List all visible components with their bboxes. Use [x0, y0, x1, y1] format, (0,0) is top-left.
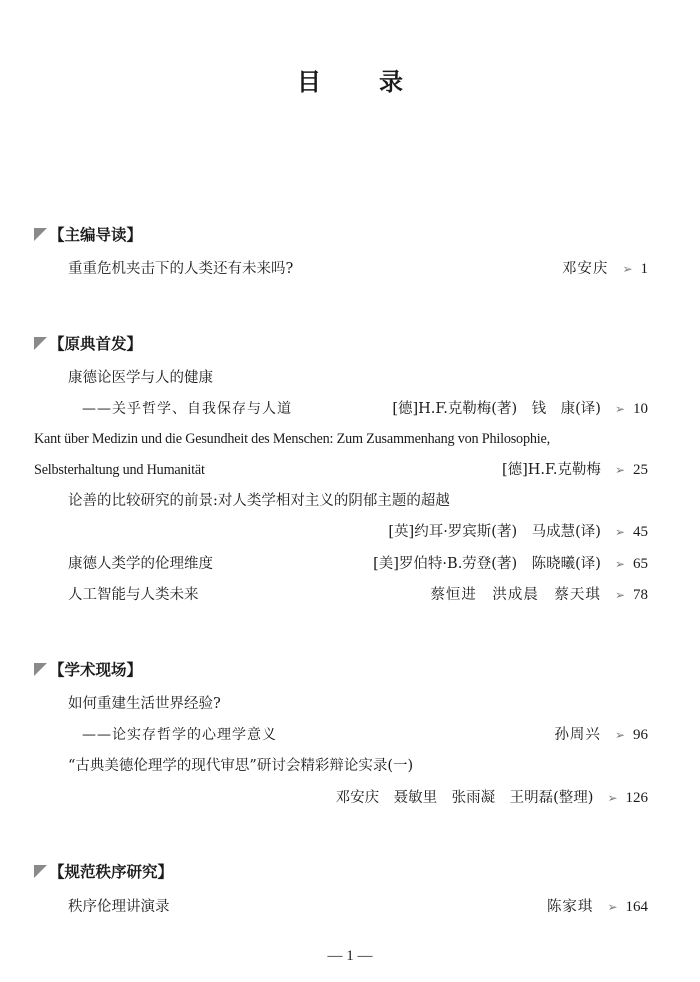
- entry-author: 邓安庆: [561, 261, 609, 277]
- toc-entry[interactable]: [68, 896, 648, 918]
- entry-title: Kant über Medizin und die Gesundheit des Menschen: Zum Zusammenhang von Philosophie,: [34, 431, 550, 447]
- arrow-icon: ➢: [614, 728, 625, 742]
- entry-title: 重重危机夹击下的人类还有未来吗?: [68, 261, 294, 277]
- page-number: — 1 —: [327, 948, 373, 964]
- entry-page: 78: [633, 587, 648, 603]
- entry-title: 人工智能与人类未来: [68, 587, 199, 603]
- entry-title: 康德人类学的伦理维度: [68, 556, 213, 572]
- toc-entry-subline[interactable]: [68, 521, 648, 543]
- entry-title: 论善的比较研究的前景:对人类学相对主义的阴郁主题的超越: [68, 493, 450, 509]
- triangle-marker-icon: [34, 228, 47, 241]
- entry-page: 65: [633, 556, 648, 572]
- entry-title: 秩序伦理讲演录: [68, 899, 170, 915]
- entry-page: 10: [633, 401, 648, 417]
- entry-author: [德]H.F.克勒梅(著) 钱 康(译): [392, 401, 601, 417]
- entry-author: [美]罗伯特·B.劳登(著) 陈晓曦(译): [373, 556, 601, 572]
- entry-page: 25: [633, 462, 648, 478]
- arrow-icon: ➢: [614, 525, 625, 539]
- page-title: 目 录: [297, 67, 403, 96]
- arrow-icon: ➢: [607, 900, 618, 914]
- arrow-icon: ➢: [607, 791, 618, 805]
- entry-title-continued: Selbsterhaltung und Humanität: [34, 462, 205, 478]
- entry-author: 蔡恒进 洪成晨 蔡天琪: [430, 587, 601, 603]
- toc-entry[interactable]: [68, 553, 648, 575]
- toc-entry[interactable]: [68, 693, 648, 715]
- toc-entry-subline[interactable]: [68, 398, 648, 420]
- toc-entry[interactable]: [68, 258, 648, 280]
- toc-entry[interactable]: [68, 584, 648, 606]
- entry-author: 陈家琪: [546, 899, 594, 915]
- toc-entry-subline[interactable]: [68, 724, 648, 746]
- arrow-icon: ➢: [614, 588, 625, 602]
- entry-author: 邓安庆 聂敏里 张雨凝 王明磊(整理): [335, 790, 594, 806]
- entry-author: 孙周兴: [554, 727, 601, 743]
- entry-page: 1: [640, 261, 648, 277]
- entry-subtitle: ——论实存哲学的心理学意义: [82, 727, 277, 743]
- toc-entry[interactable]: [68, 490, 648, 512]
- entry-author: [德]H.F.克勒梅: [501, 462, 601, 478]
- entry-title: 如何重建生活世界经验?: [68, 696, 221, 712]
- triangle-marker-icon: [34, 337, 47, 350]
- triangle-marker-icon: [34, 865, 47, 878]
- entry-page: 164: [625, 899, 648, 915]
- entry-subtitle: ——关乎哲学、自我保存与人道: [82, 401, 292, 417]
- section-heading: 【规范秩序研究】: [34, 861, 173, 883]
- arrow-icon: ➢: [614, 463, 625, 477]
- arrow-icon: ➢: [622, 262, 633, 276]
- arrow-icon: ➢: [614, 402, 625, 416]
- entry-title: 康德论医学与人的健康: [68, 370, 213, 386]
- toc-entry-subline[interactable]: [68, 787, 648, 809]
- toc-entry[interactable]: [34, 428, 648, 450]
- entry-author: [英]约耳·罗宾斯(著) 马成慧(译): [388, 524, 601, 540]
- toc-entry[interactable]: [68, 755, 648, 777]
- entry-page: 96: [633, 727, 648, 743]
- entry-page: 45: [633, 524, 648, 540]
- section-heading: 【主编导读】: [34, 224, 142, 246]
- section-heading: 【原典首发】: [34, 333, 142, 355]
- entry-page: 126: [625, 790, 648, 806]
- section-heading: 【学术现场】: [34, 659, 142, 681]
- toc-entry[interactable]: [68, 367, 648, 389]
- entry-title: “古典美德伦理学的现代审思”研讨会精彩辩论实录(一): [68, 758, 414, 774]
- arrow-icon: ➢: [614, 557, 625, 571]
- triangle-marker-icon: [34, 663, 47, 676]
- toc-entry-subline[interactable]: [34, 459, 648, 481]
